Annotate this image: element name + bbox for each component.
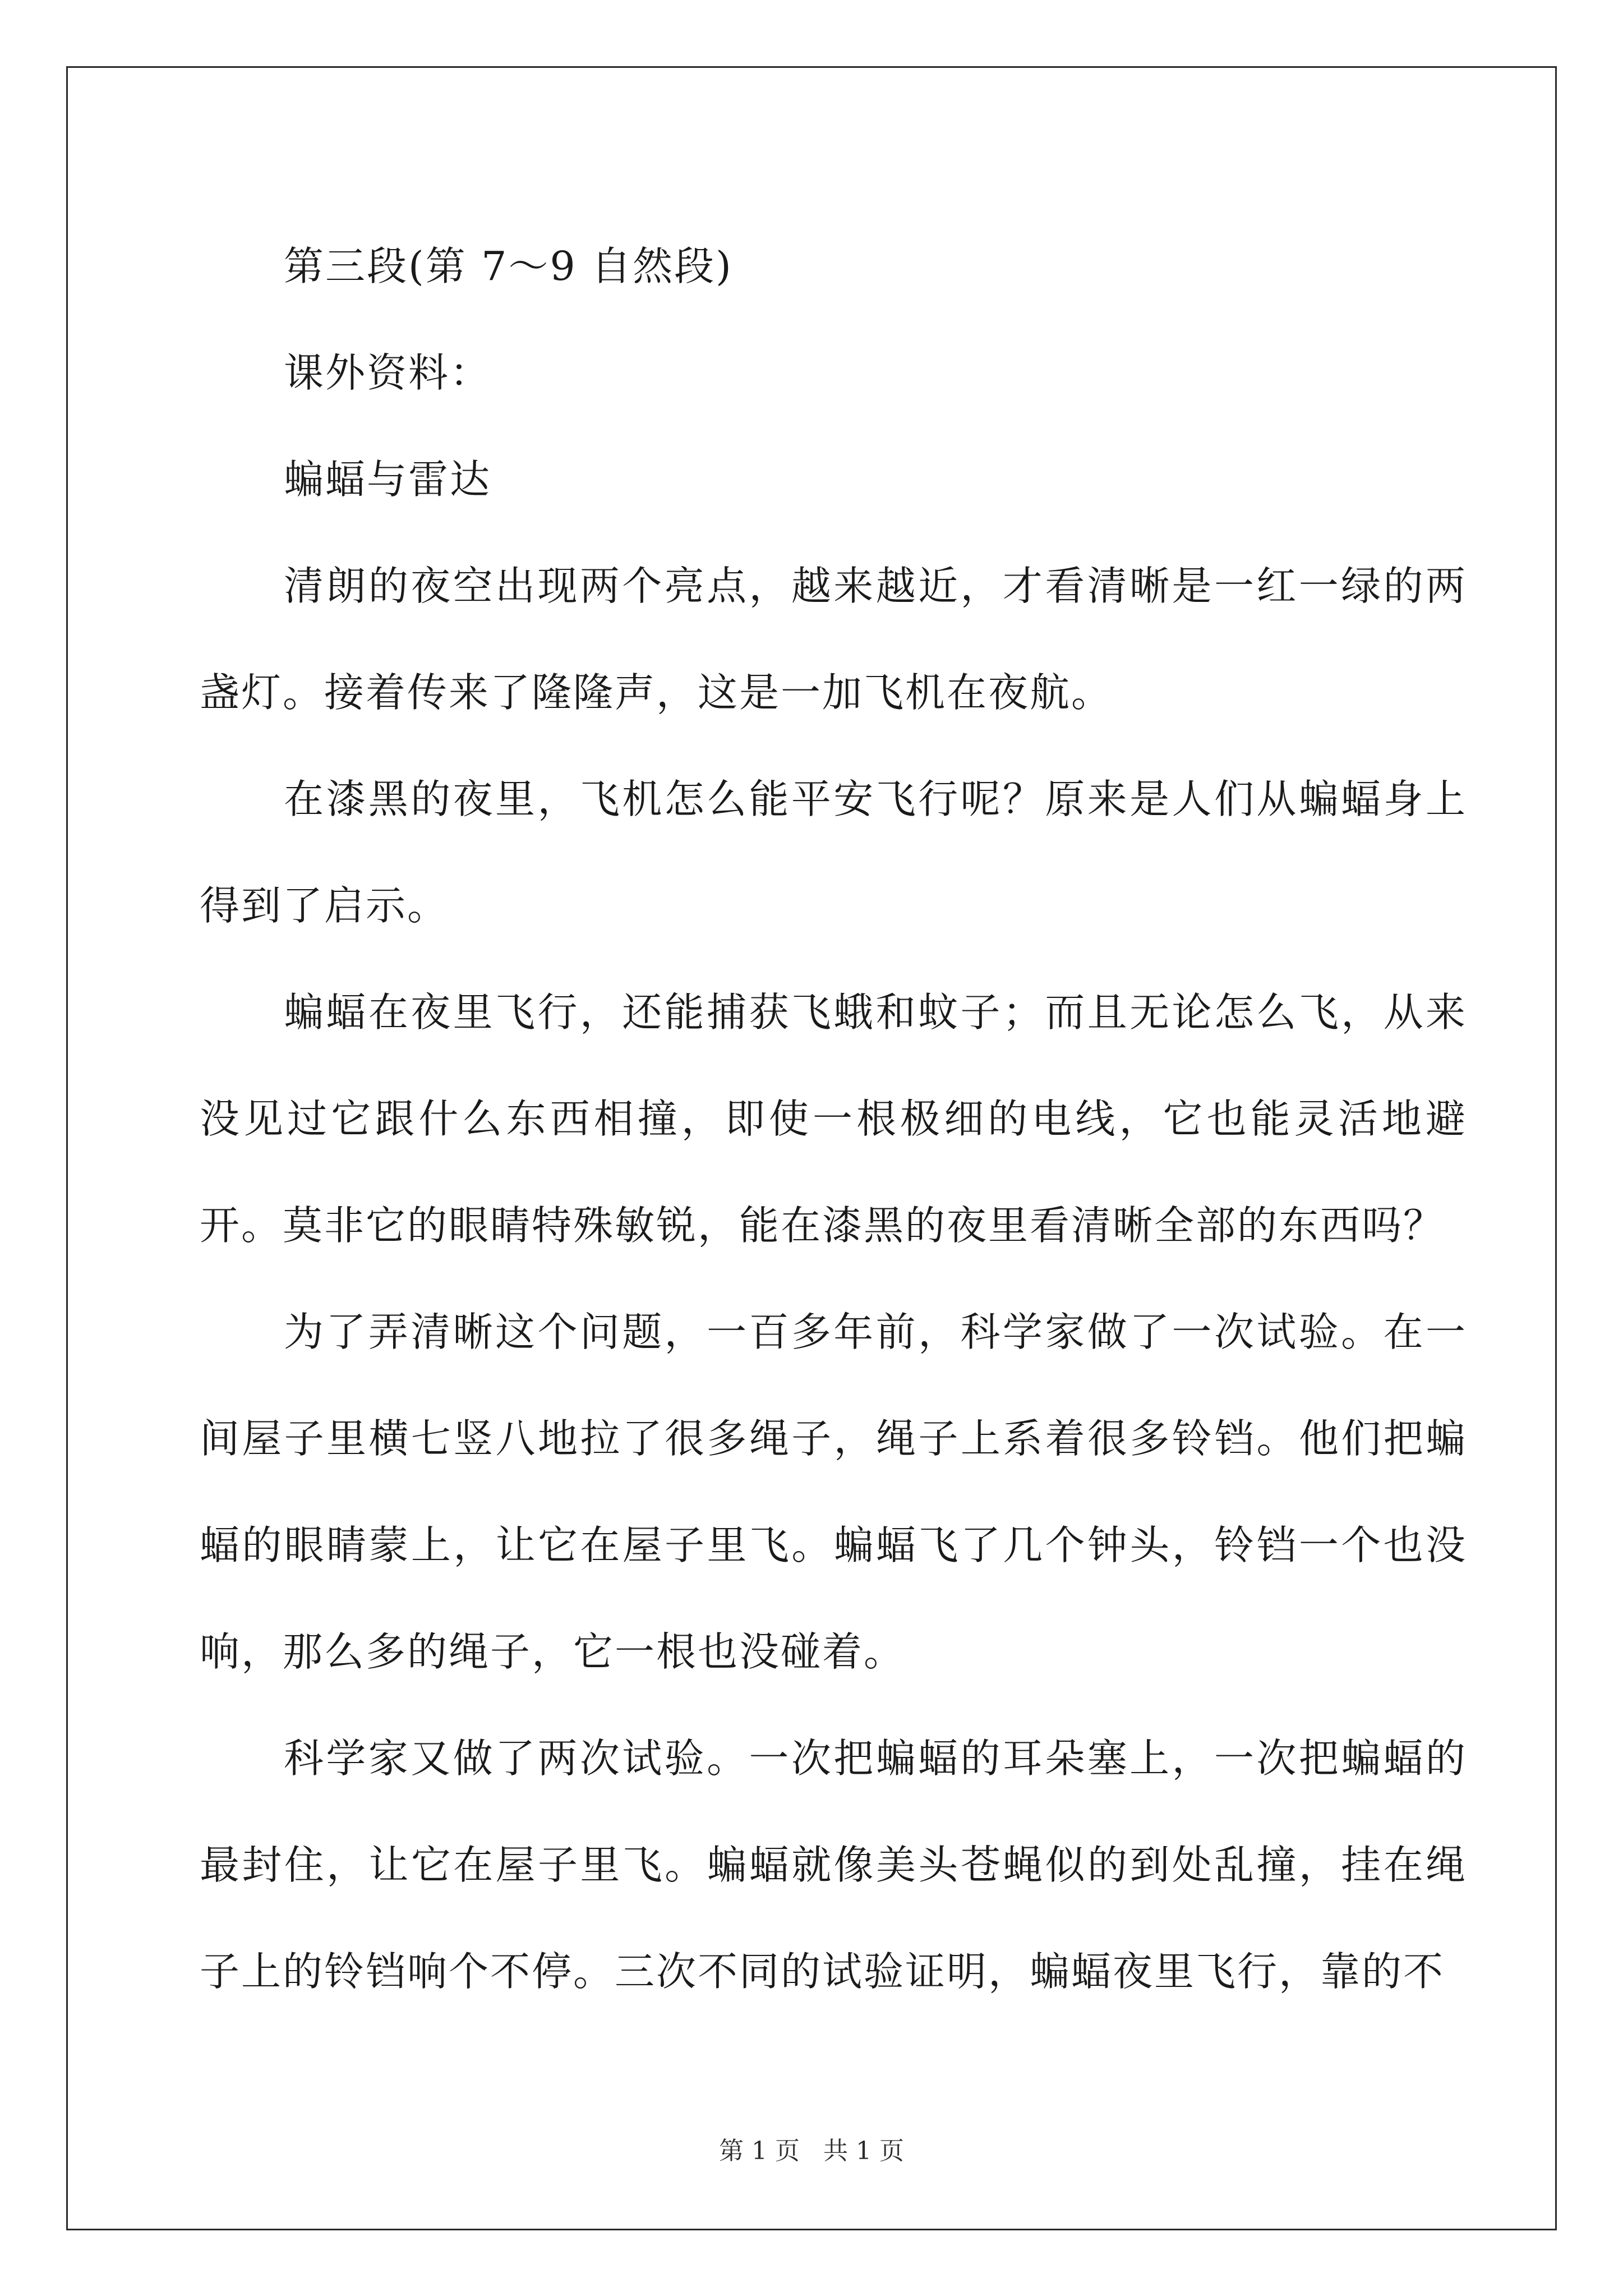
document-body [200,213,1467,2025]
paragraph: 蝙蝠在夜里飞行，还能捕获飞蛾和蚊子；而且无论怎么飞，从来没见过它跟什么东西相撞，即使一根极细的电线，它也能灵活地避开。莫非它的眼睛特殊敏锐，能在漆黑的夜里看清晰全部的东西吗？ [200,989,1467,1249]
article-title: 蝙蝠与雷达 [284,456,492,503]
paragraph: 科学家又做了两次试验。一次把蝙蝠的耳朵塞上，一次把蝙蝠的最封住，让它在屋子里飞。蝙蝠就像美头苍蝇似的到处乱撞，挂在绳子上的铃铛响个不停。三次不同的试验证明，蝙蝠夜里飞行，靠的不 [200,1735,1467,1995]
section-heading: 第三段(第 7～9 自然段) [284,243,733,289]
page-footer [0,2134,1623,2168]
paragraph: 为了弄清晰这个问题，一百多年前，科学家做了一次试验。在一间屋子里横七竖八地拉了很多绳子，绳子上系着很多铃铛。他们把蝙蝠的眼睛蒙上，让它在屋子里飞。蝙蝠飞了几个钟头，铃铛一个也没响，那么多的绳子，它一根也没碰着。 [200,1309,1467,1675]
paragraph: 清朗的夜空出现两个亮点，越来越近，才看清晰是一红一绿的两盏灯。接着传来了隆隆声，这是一加飞机在夜航。 [200,563,1467,716]
paragraph: 在漆黑的夜里，飞机怎么能平安飞行呢？原来是人们从蝙蝠身上得到了启示。 [200,776,1467,929]
page-total: 共 1 页 [823,2137,904,2165]
page-number: 第 1 页 [719,2137,800,2165]
extra-material-label: 课外资料： [284,349,492,396]
